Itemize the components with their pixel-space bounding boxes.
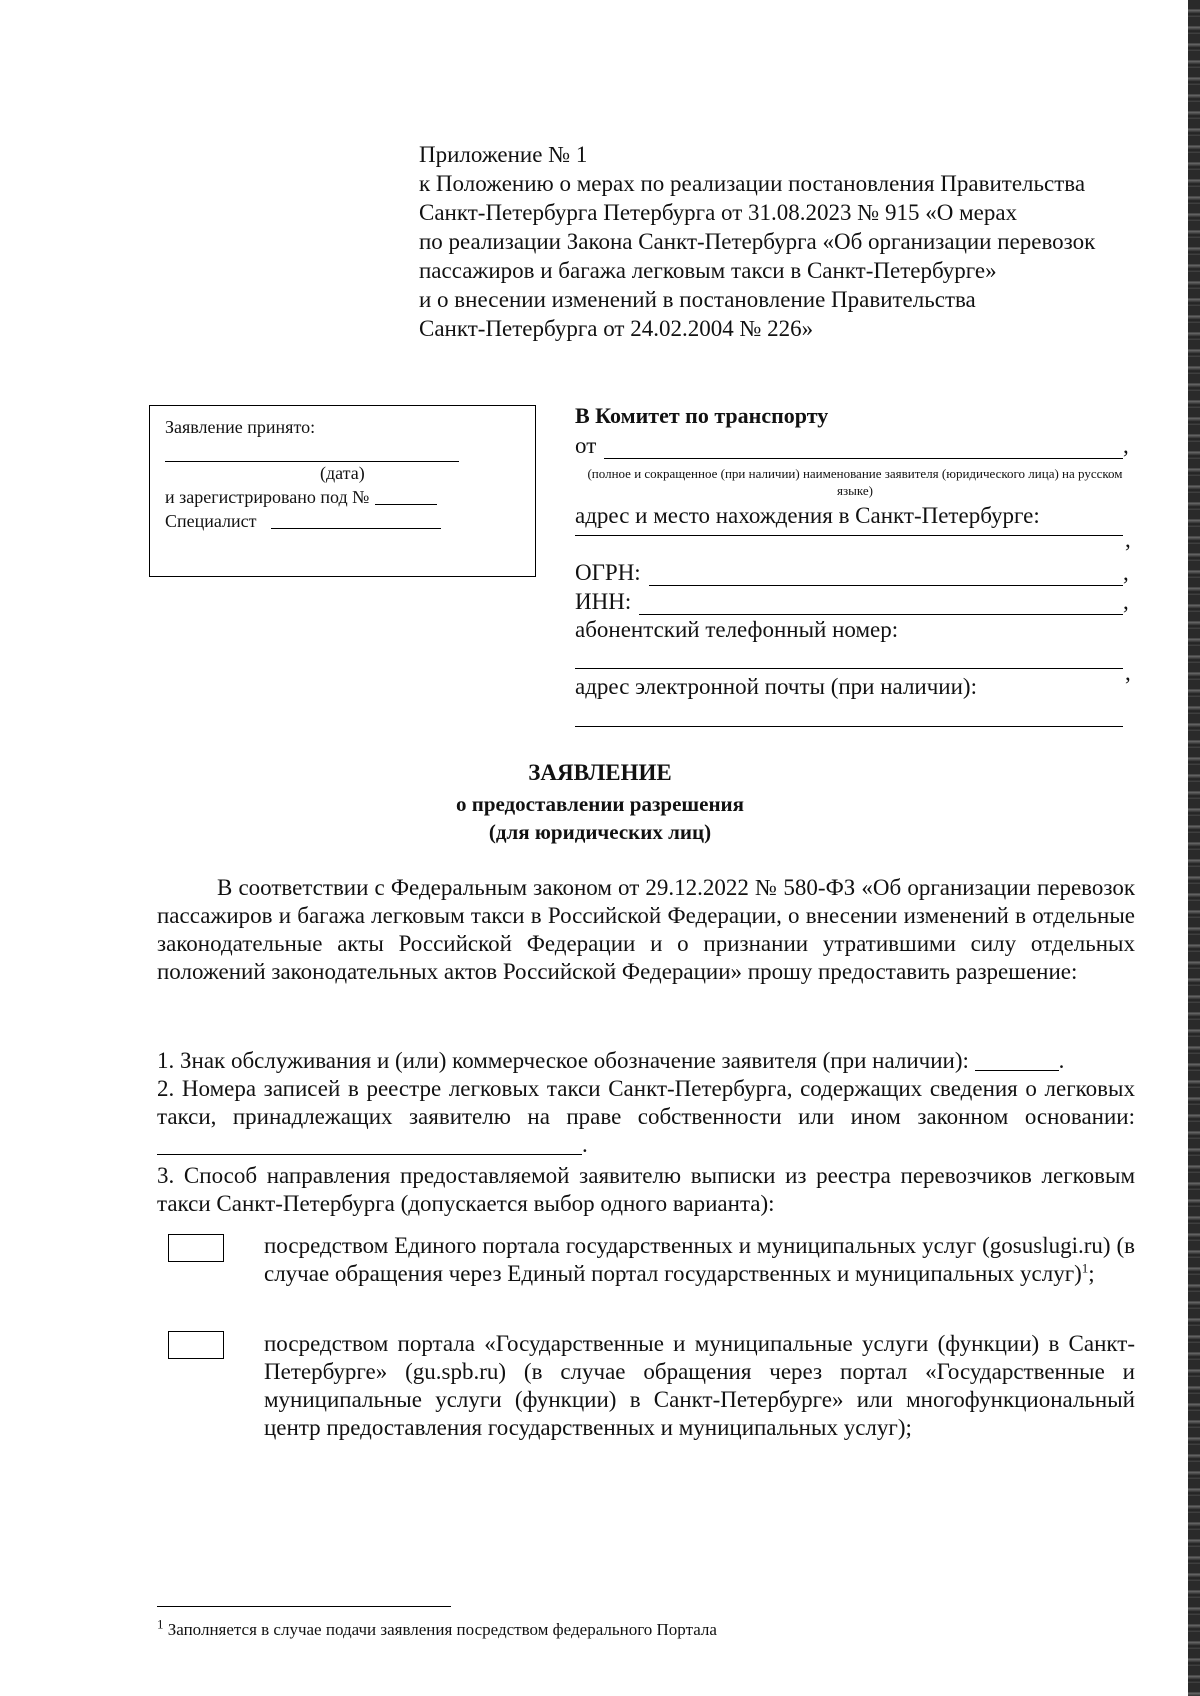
- registration-number-field[interactable]: [375, 487, 437, 505]
- option-gu-spb-checkbox[interactable]: [168, 1331, 224, 1359]
- scan-edge: [1188, 0, 1200, 1696]
- document-subtitle: о предоставлении разрешения: [455, 792, 745, 816]
- item-2-text: 2. Номера записей в реестре легковых такси Санкт-Петербурга, содержащих сведения о легковых такси, принадлежащих заявителю на праве собственности или ином законном основании:: [157, 1076, 1135, 1129]
- appendix-line: по реализации Закона Санкт-Петербурга «Об организации перевозок: [419, 229, 1096, 254]
- period: .: [582, 1132, 588, 1157]
- ogrn-label: ОГРН:: [575, 560, 641, 585]
- date-fill-line[interactable]: [165, 461, 459, 462]
- comma: ,: [1123, 560, 1129, 585]
- email-label: адрес электронной почты (при наличии):: [575, 674, 977, 699]
- phone-field[interactable]: [575, 668, 1123, 669]
- footnote-mark: 1: [157, 1616, 164, 1632]
- registry-numbers-field[interactable]: [157, 1134, 582, 1155]
- item-2: [157, 1075, 1135, 1159]
- option-gosuslugi-checkbox[interactable]: [168, 1234, 224, 1262]
- registration-label: и зарегистрировано под №: [165, 487, 370, 507]
- appendix-line: Санкт-Петербурга от 24.02.2004 № 226»: [419, 316, 814, 341]
- item-1: [157, 1047, 1135, 1075]
- applicant-name-hint: (полное и сокращенное (при наличии) наименование заявителя (юридического лица) на русском языке): [587, 466, 1123, 498]
- applicant-name-row: [575, 433, 1135, 459]
- from-label: от: [575, 433, 597, 458]
- item-1-text: 1. Знак обслуживания и (или) коммерческое обозначение заявителя (при наличии):: [157, 1048, 969, 1073]
- specialist-row: [165, 511, 441, 532]
- footnote-text: Заполняется в случае подачи заявления посредством федерального Портала: [167, 1620, 717, 1639]
- inn-label: ИНН:: [575, 589, 632, 614]
- appendix-line: пассажиров и багажа легковым такси в Санкт-Петербурге»: [419, 258, 997, 283]
- specialist-label: Специалист: [165, 511, 257, 531]
- date-label: (дата): [320, 463, 365, 483]
- service-mark-field[interactable]: [975, 1050, 1059, 1071]
- appendix-line: Санкт-Петербурга Петербурга от 31.08.2023 № 915 «О мерах: [419, 200, 1018, 225]
- addressee-title: В Комитет по транспорту: [575, 403, 829, 428]
- comma: ,: [1125, 660, 1131, 685]
- intro-paragraph: В соответствии с Федеральным законом от 29.12.2022 № 580-ФЗ «Об организации перевозок пассажиров и багажа легковым такси в Российской Федерации, о внесении изменений в отдельные законодательные акты Российской Федерации и о признании утратившими силу отдельных положений законодательных актов Российской Федерации» прошу предоставить разрешение:: [157, 875, 1135, 984]
- acceptance-stamp-box: [149, 405, 536, 577]
- comma: ,: [1125, 527, 1131, 552]
- appendix-line: Приложение № 1: [419, 142, 588, 167]
- item-3: 3. Способ направления предоставляемой заявителю выписки из реестра перевозчиков легковым такси Санкт-Петербурга (допускается выбор одного варианта):: [157, 1163, 1135, 1216]
- footnote-ref: 1: [1081, 1260, 1089, 1276]
- stamp-title: Заявление принято:: [165, 417, 316, 437]
- document-subtitle-type: (для юридических лиц): [488, 820, 712, 844]
- email-field[interactable]: [575, 726, 1123, 727]
- specialist-field[interactable]: [271, 511, 441, 529]
- footnote-separator: [157, 1606, 451, 1607]
- document-title: ЗАЯВЛЕНИЕ: [528, 760, 672, 785]
- comma: ,: [1123, 433, 1129, 458]
- period: .: [1058, 1048, 1065, 1073]
- address-label: адрес и место нахождения в Санкт-Петербурге:: [575, 503, 1040, 528]
- appendix-line: к Положению о мерах по реализации постановления Правительства: [419, 171, 1086, 196]
- applicant-name-field[interactable]: [604, 438, 1123, 459]
- option-gu-spb-text: посредством портала «Государственные и муниципальные услуги (функции) в Санкт-Петербурге» (gu.spb.ru) (в случае обращения через портал «Государственные и муниципальные услуги (функции) в Санкт-Петербурге» или многофункциональный центр предоставления государственных и муниципальных услуг);: [264, 1331, 1135, 1440]
- phone-label: абонентский телефонный номер:: [575, 617, 899, 642]
- address-field[interactable]: [575, 535, 1123, 536]
- ogrn-field[interactable]: [649, 565, 1123, 586]
- option-gosuslugi: [264, 1232, 1135, 1288]
- appendix-line: и о внесении изменений в постановление Правительства: [419, 287, 976, 312]
- semicolon: ;: [1088, 1261, 1095, 1286]
- footnote: [157, 1616, 717, 1640]
- appendix-header: [419, 140, 1139, 343]
- inn-field[interactable]: [639, 594, 1123, 615]
- inn-row: [575, 589, 1135, 615]
- ogrn-row: [575, 560, 1135, 586]
- registration-row: [165, 487, 437, 508]
- comma: ,: [1123, 589, 1129, 614]
- option-gosuslugi-text: посредством Единого портала государственных и муниципальных услуг (gosuslugi.ru) (в случае обращения через Единый портал государственных и муниципальных услуг): [264, 1233, 1135, 1286]
